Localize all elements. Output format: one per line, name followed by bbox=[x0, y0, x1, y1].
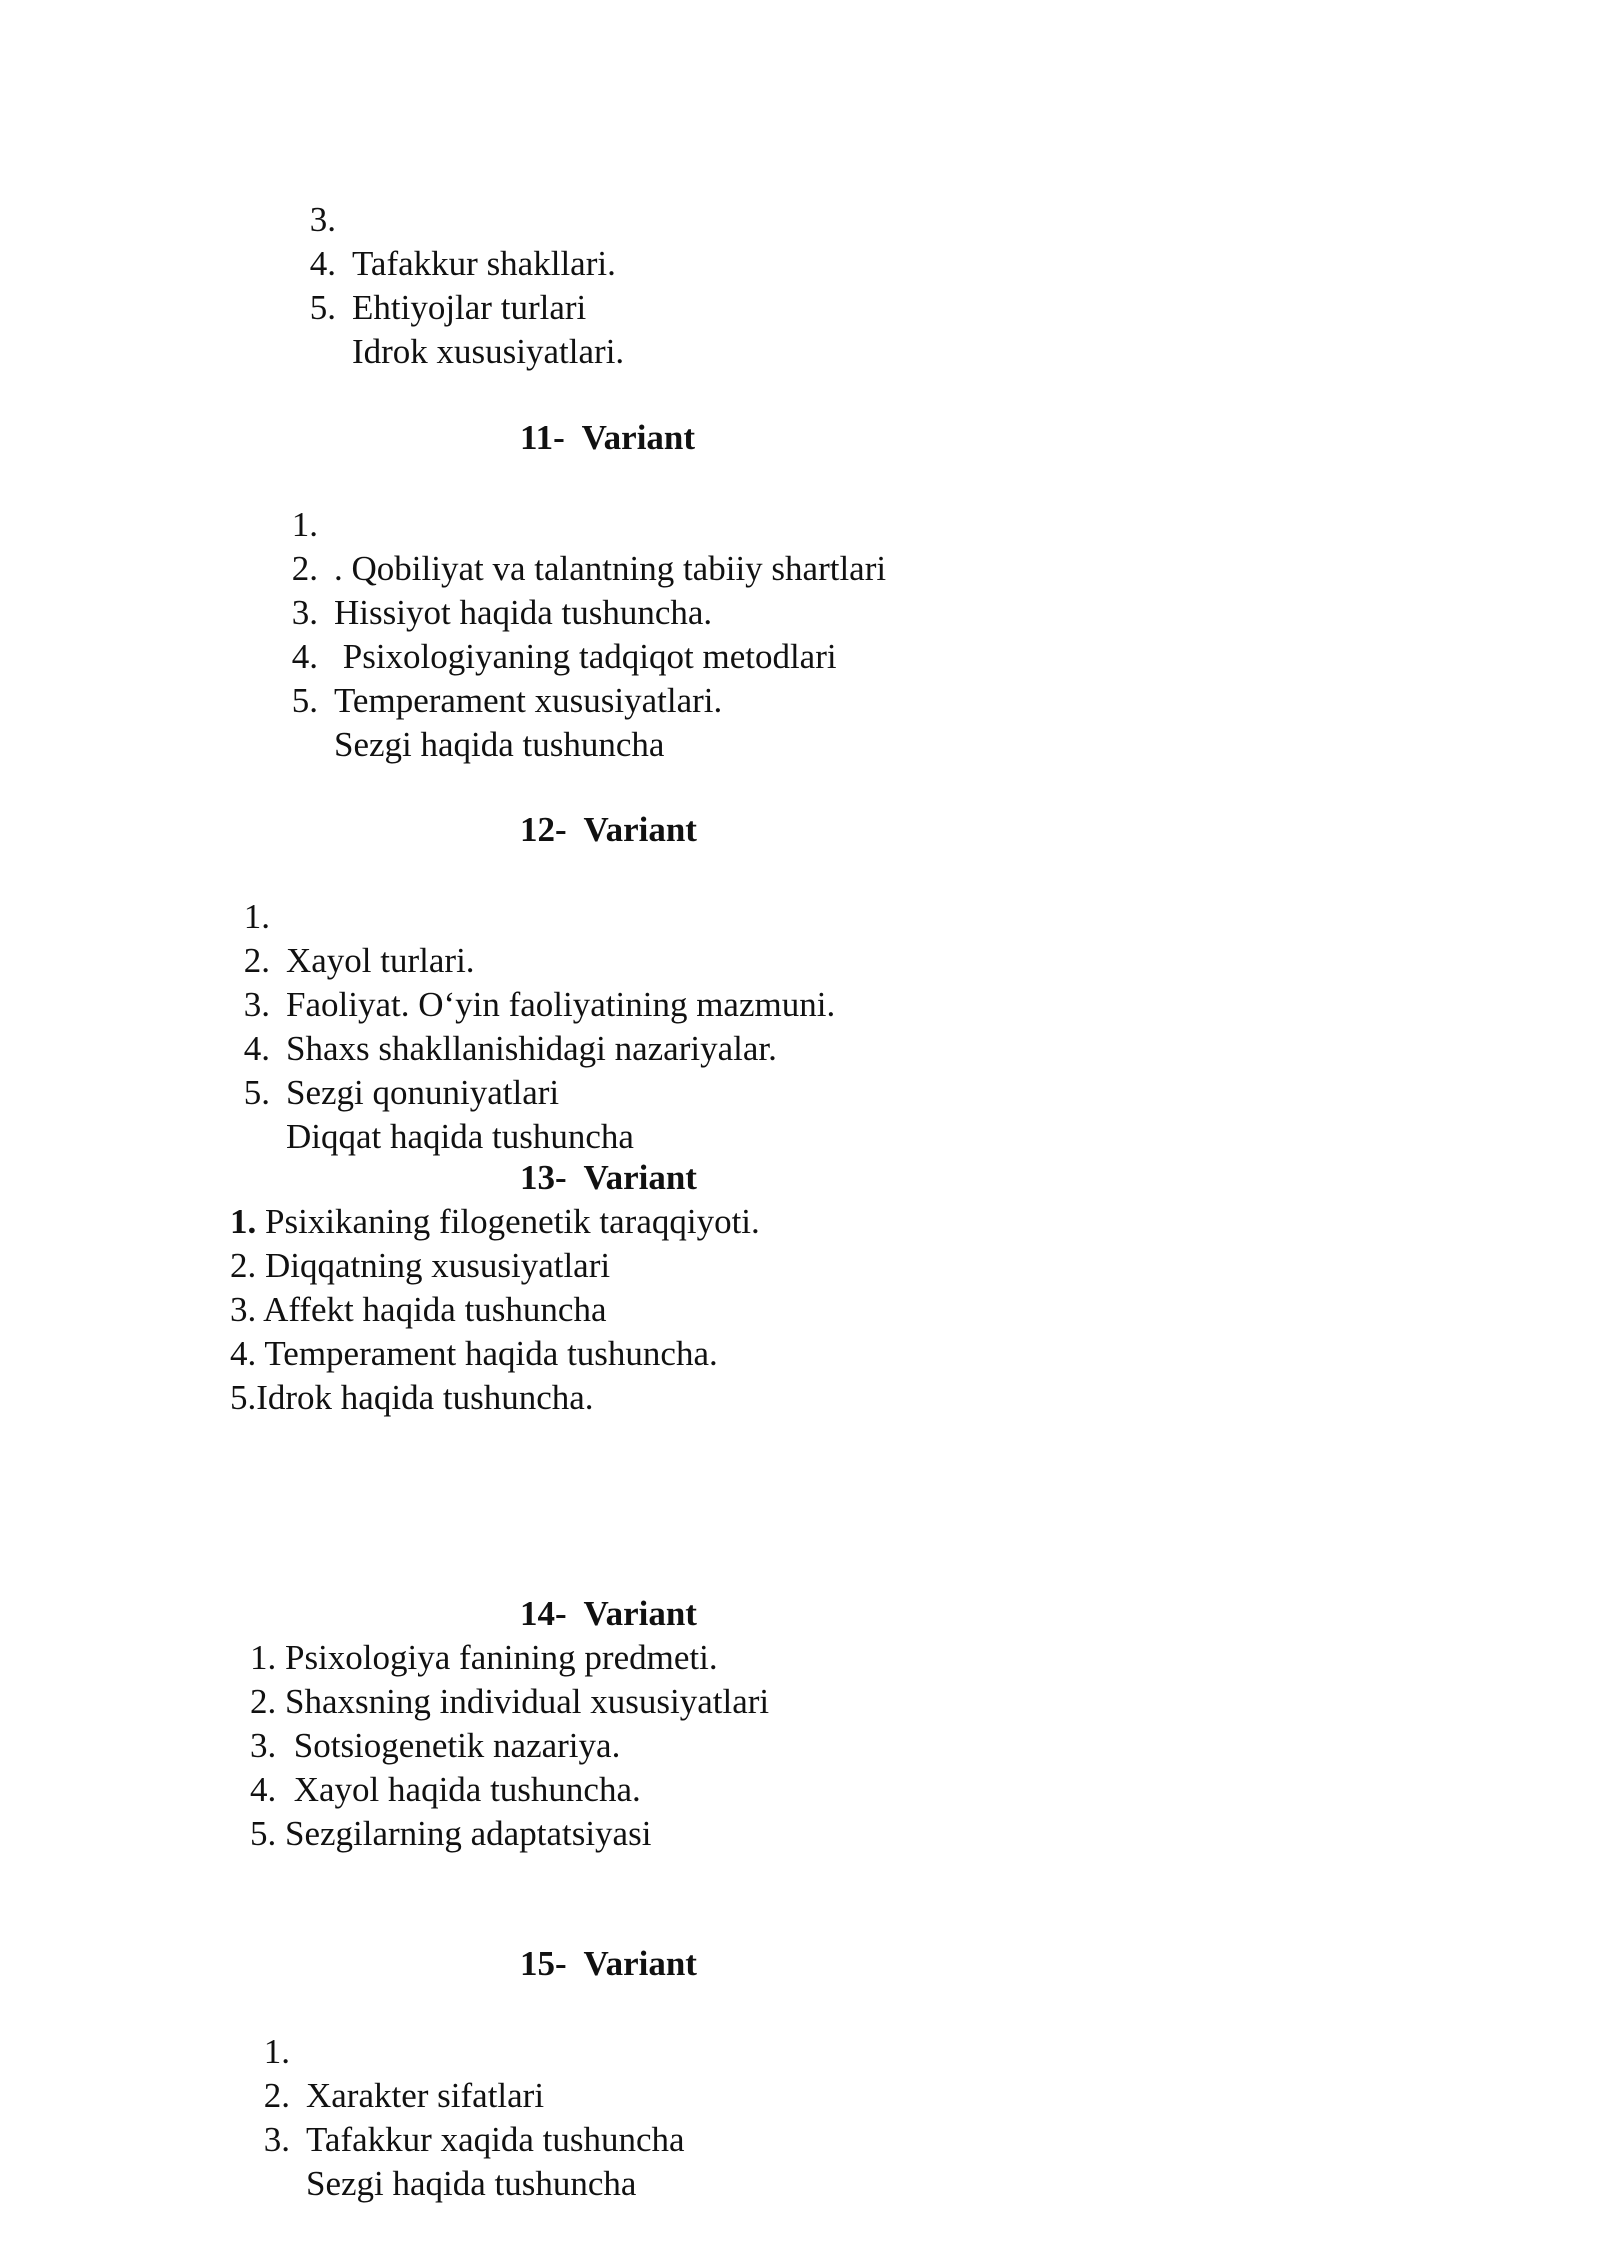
list-item-text: Psixologiya fanining predmeti. bbox=[276, 1638, 718, 1677]
list-item-number: 1. bbox=[263, 2032, 290, 2071]
list-item-number: 3. bbox=[250, 1726, 277, 1765]
list-item-text: Temperament haqida tushuncha. bbox=[256, 1334, 718, 1373]
variant-heading: 15- Variant bbox=[520, 1944, 697, 1983]
list-item-number: 2. bbox=[250, 1682, 277, 1721]
list-item-number: 5. bbox=[230, 1378, 257, 1417]
list-item-number: 1. bbox=[243, 897, 270, 936]
list-item-number: 3. bbox=[309, 200, 336, 239]
list-item-text: Tafakkur xaqida tushuncha bbox=[306, 2120, 685, 2159]
list-item bbox=[230, 1244, 610, 1288]
variant-heading: 14- Variant bbox=[520, 1594, 697, 1633]
list-item-number: 1. bbox=[291, 505, 318, 544]
list-item bbox=[230, 1288, 607, 1332]
list-item-text: Psixikaning filogenetik taraqqiyoti. bbox=[256, 1202, 760, 1241]
list-item-number: 3. bbox=[291, 593, 318, 632]
list-item bbox=[250, 1636, 718, 1680]
list-item-number: 2. bbox=[230, 1246, 257, 1285]
list-item bbox=[230, 1200, 760, 1244]
list-item-number: 5. bbox=[250, 1814, 277, 1853]
list-item-number: 4. bbox=[291, 637, 318, 676]
list-item-number: 4. bbox=[250, 1770, 277, 1809]
list-item-text: Sezgi haqida tushuncha bbox=[334, 725, 665, 764]
list-item-number: 3. bbox=[243, 985, 270, 1024]
variant-heading: 13- Variant bbox=[520, 1158, 697, 1197]
list-item-text: Tafakkur shakllari. bbox=[352, 244, 616, 283]
list-item-text: Idrok xususiyatlari. bbox=[352, 332, 625, 371]
list-item-number: 1. bbox=[230, 1202, 257, 1241]
list-item-text: Sezgi qonuniyatlari bbox=[286, 1073, 560, 1112]
variant-heading: 12- Variant bbox=[520, 810, 697, 849]
list-item bbox=[230, 1376, 594, 1420]
list-item-text: Xayol turlari. bbox=[286, 941, 475, 980]
list-item-text: Shaxs shakllanishidagi nazariyalar. bbox=[286, 1029, 777, 1068]
list-item-text: Xarakter sifatlari bbox=[306, 2076, 545, 2115]
list-item-text: Affekt haqida tushuncha bbox=[256, 1290, 607, 1329]
list-item-text: Ehtiyojlar turlari bbox=[352, 288, 587, 327]
list-item bbox=[230, 1332, 718, 1376]
list-item-text: Sezgilarning adaptatsiyasi bbox=[276, 1814, 652, 1853]
list-item-number: 3. bbox=[230, 1290, 257, 1329]
list-item-text: Hissiyot haqida tushuncha. bbox=[334, 593, 713, 632]
list-item-text: Xayol haqida tushuncha. bbox=[276, 1770, 641, 1809]
list-item-number: 3. bbox=[263, 2120, 290, 2159]
list-item-text: Diqqatning xususiyatlari bbox=[256, 1246, 611, 1285]
list-item-number: 2. bbox=[263, 2076, 290, 2115]
list-item-text: Sotsiogenetik nazariya. bbox=[276, 1726, 621, 1765]
list-item-text: Temperament xususiyatlari. bbox=[334, 681, 723, 720]
list-item bbox=[250, 1724, 620, 1768]
list-item-text: . Qobiliyat va talantning tabiiy shartlari bbox=[334, 549, 887, 588]
list-item-number: 5. bbox=[309, 288, 336, 327]
list-item-number: 4. bbox=[243, 1029, 270, 1068]
list-item-text: Idrok haqida tushuncha. bbox=[256, 1378, 594, 1417]
list-item bbox=[250, 1812, 651, 1856]
list-item-text: Psixologiyaning tadqiqot metodlari bbox=[334, 637, 837, 676]
list-item-text: Faoliyat. O‘yin faoliyatining mazmuni. bbox=[286, 985, 836, 1024]
list-item bbox=[250, 1680, 769, 1724]
list-item-number: 1. bbox=[250, 1638, 277, 1677]
list-item-number: 2. bbox=[243, 941, 270, 980]
list-item-text: Shaxsning individual xususiyatlari bbox=[276, 1682, 770, 1721]
list-item-number: 2. bbox=[291, 549, 318, 588]
list-item-number: 5. bbox=[291, 681, 318, 720]
list-item-number: 4. bbox=[230, 1334, 257, 1373]
list-item-text: Diqqat haqida tushuncha bbox=[286, 1117, 634, 1156]
list-item-text: Sezgi haqida tushuncha bbox=[306, 2164, 637, 2203]
list-item-number: 4. bbox=[309, 244, 336, 283]
list-item-number: 5. bbox=[243, 1073, 270, 1112]
variant-heading: 11- Variant bbox=[520, 418, 696, 457]
list-item bbox=[250, 1768, 641, 1812]
